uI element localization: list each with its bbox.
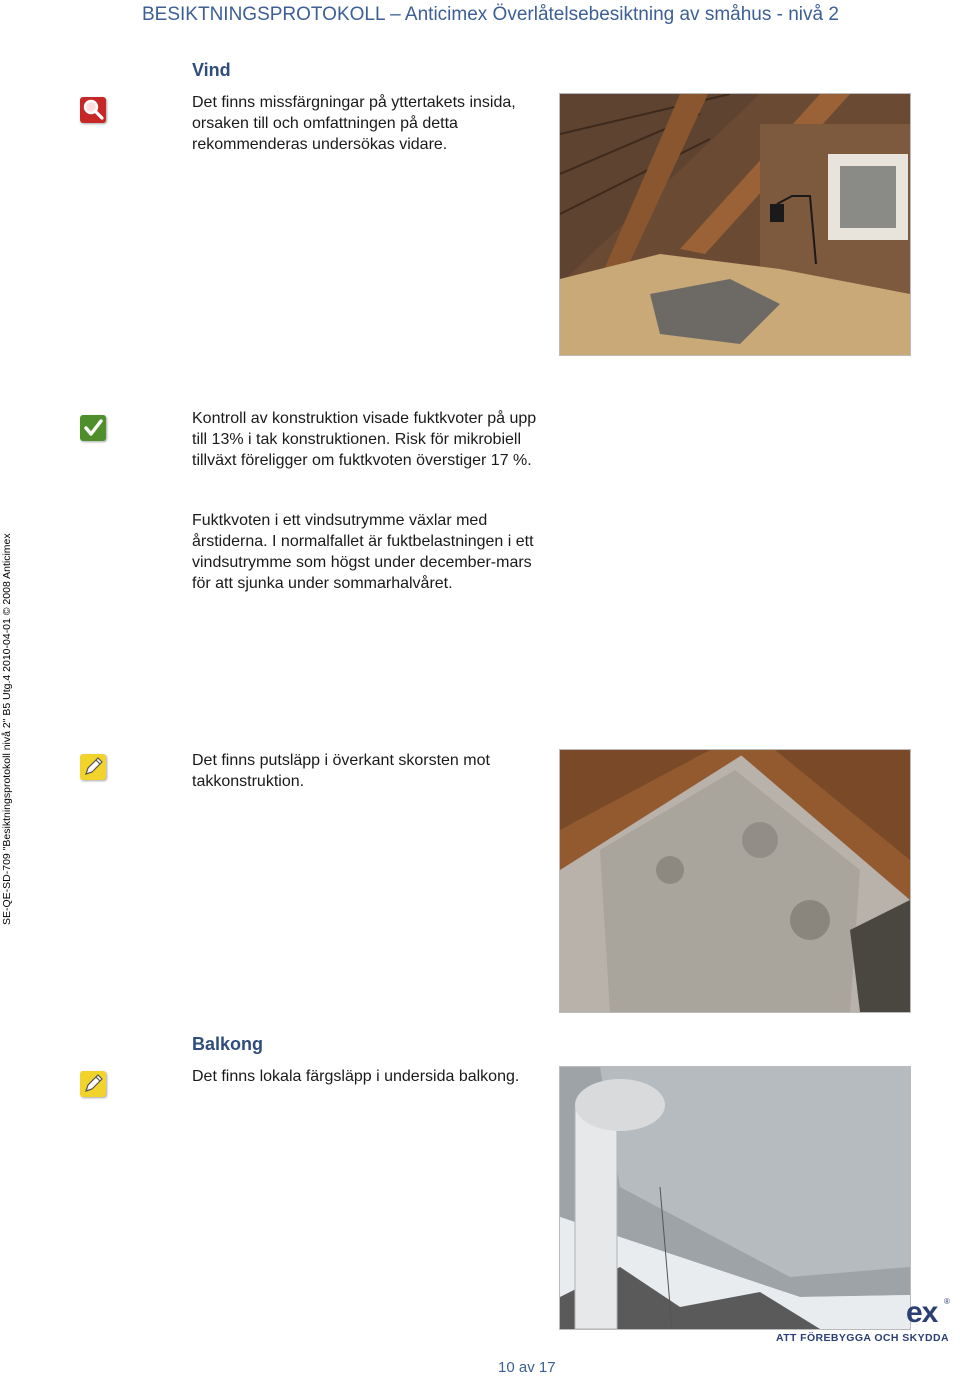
section-title-vind: Vind	[192, 60, 231, 80]
chimney-note-text: Det finns putsläpp i överkant skorsten mot takkonstruktion.	[192, 752, 490, 790]
document-reference: SE-QE-SD-709 "Besiktningsprotokoll nivå 2" B5 Utg.4 2010-04-01 © 2008 Anticimex	[1, 533, 13, 925]
moisture-info-text: Fuktkvoten i ett vindsutrymme växlar med årstiderna. I normalfallet är fuktbelastningen i ett vindsutrymme som högst under december-mars för att sjunka under sommarhalvåret.	[192, 512, 534, 592]
magnifier-icon	[80, 97, 106, 123]
page-number: 10 av 17	[498, 1359, 556, 1376]
balcony-note-text: Det finns lokala färgsläpp i undersida balkong.	[192, 1068, 520, 1085]
section-title-balkong: Balkong	[192, 1034, 264, 1054]
chimney-photo	[559, 749, 911, 1013]
pencil-icon	[80, 1071, 106, 1097]
anticimex-logo: ex	[906, 1296, 938, 1329]
page-header: BESIKTNINGSPROTOKOLL – Anticimex Överlåtelsebesiktning av småhus - nivå 2	[142, 4, 839, 25]
registered-mark: ®	[944, 1297, 950, 1306]
moisture-check-text: Kontroll av konstruktion visade fuktkvoter på upp till 13% i tak konstruktionen. Risk för mikrobiell tillväxt föreligger om fuktkvoten överstiger 17 %.	[192, 410, 537, 469]
pencil-icon	[80, 754, 106, 780]
attic-photo	[559, 93, 911, 356]
checkmark-icon	[80, 415, 106, 441]
logo-slogan: ATT FÖREBYGGA OCH SKYDDA	[776, 1332, 949, 1344]
finding-discoloration-text: Det finns missfärgningar på yttertakets insida, orsaken till och omfattningen på detta rekommenderas undersökas vidare.	[192, 94, 516, 153]
balcony-photo	[559, 1066, 911, 1330]
